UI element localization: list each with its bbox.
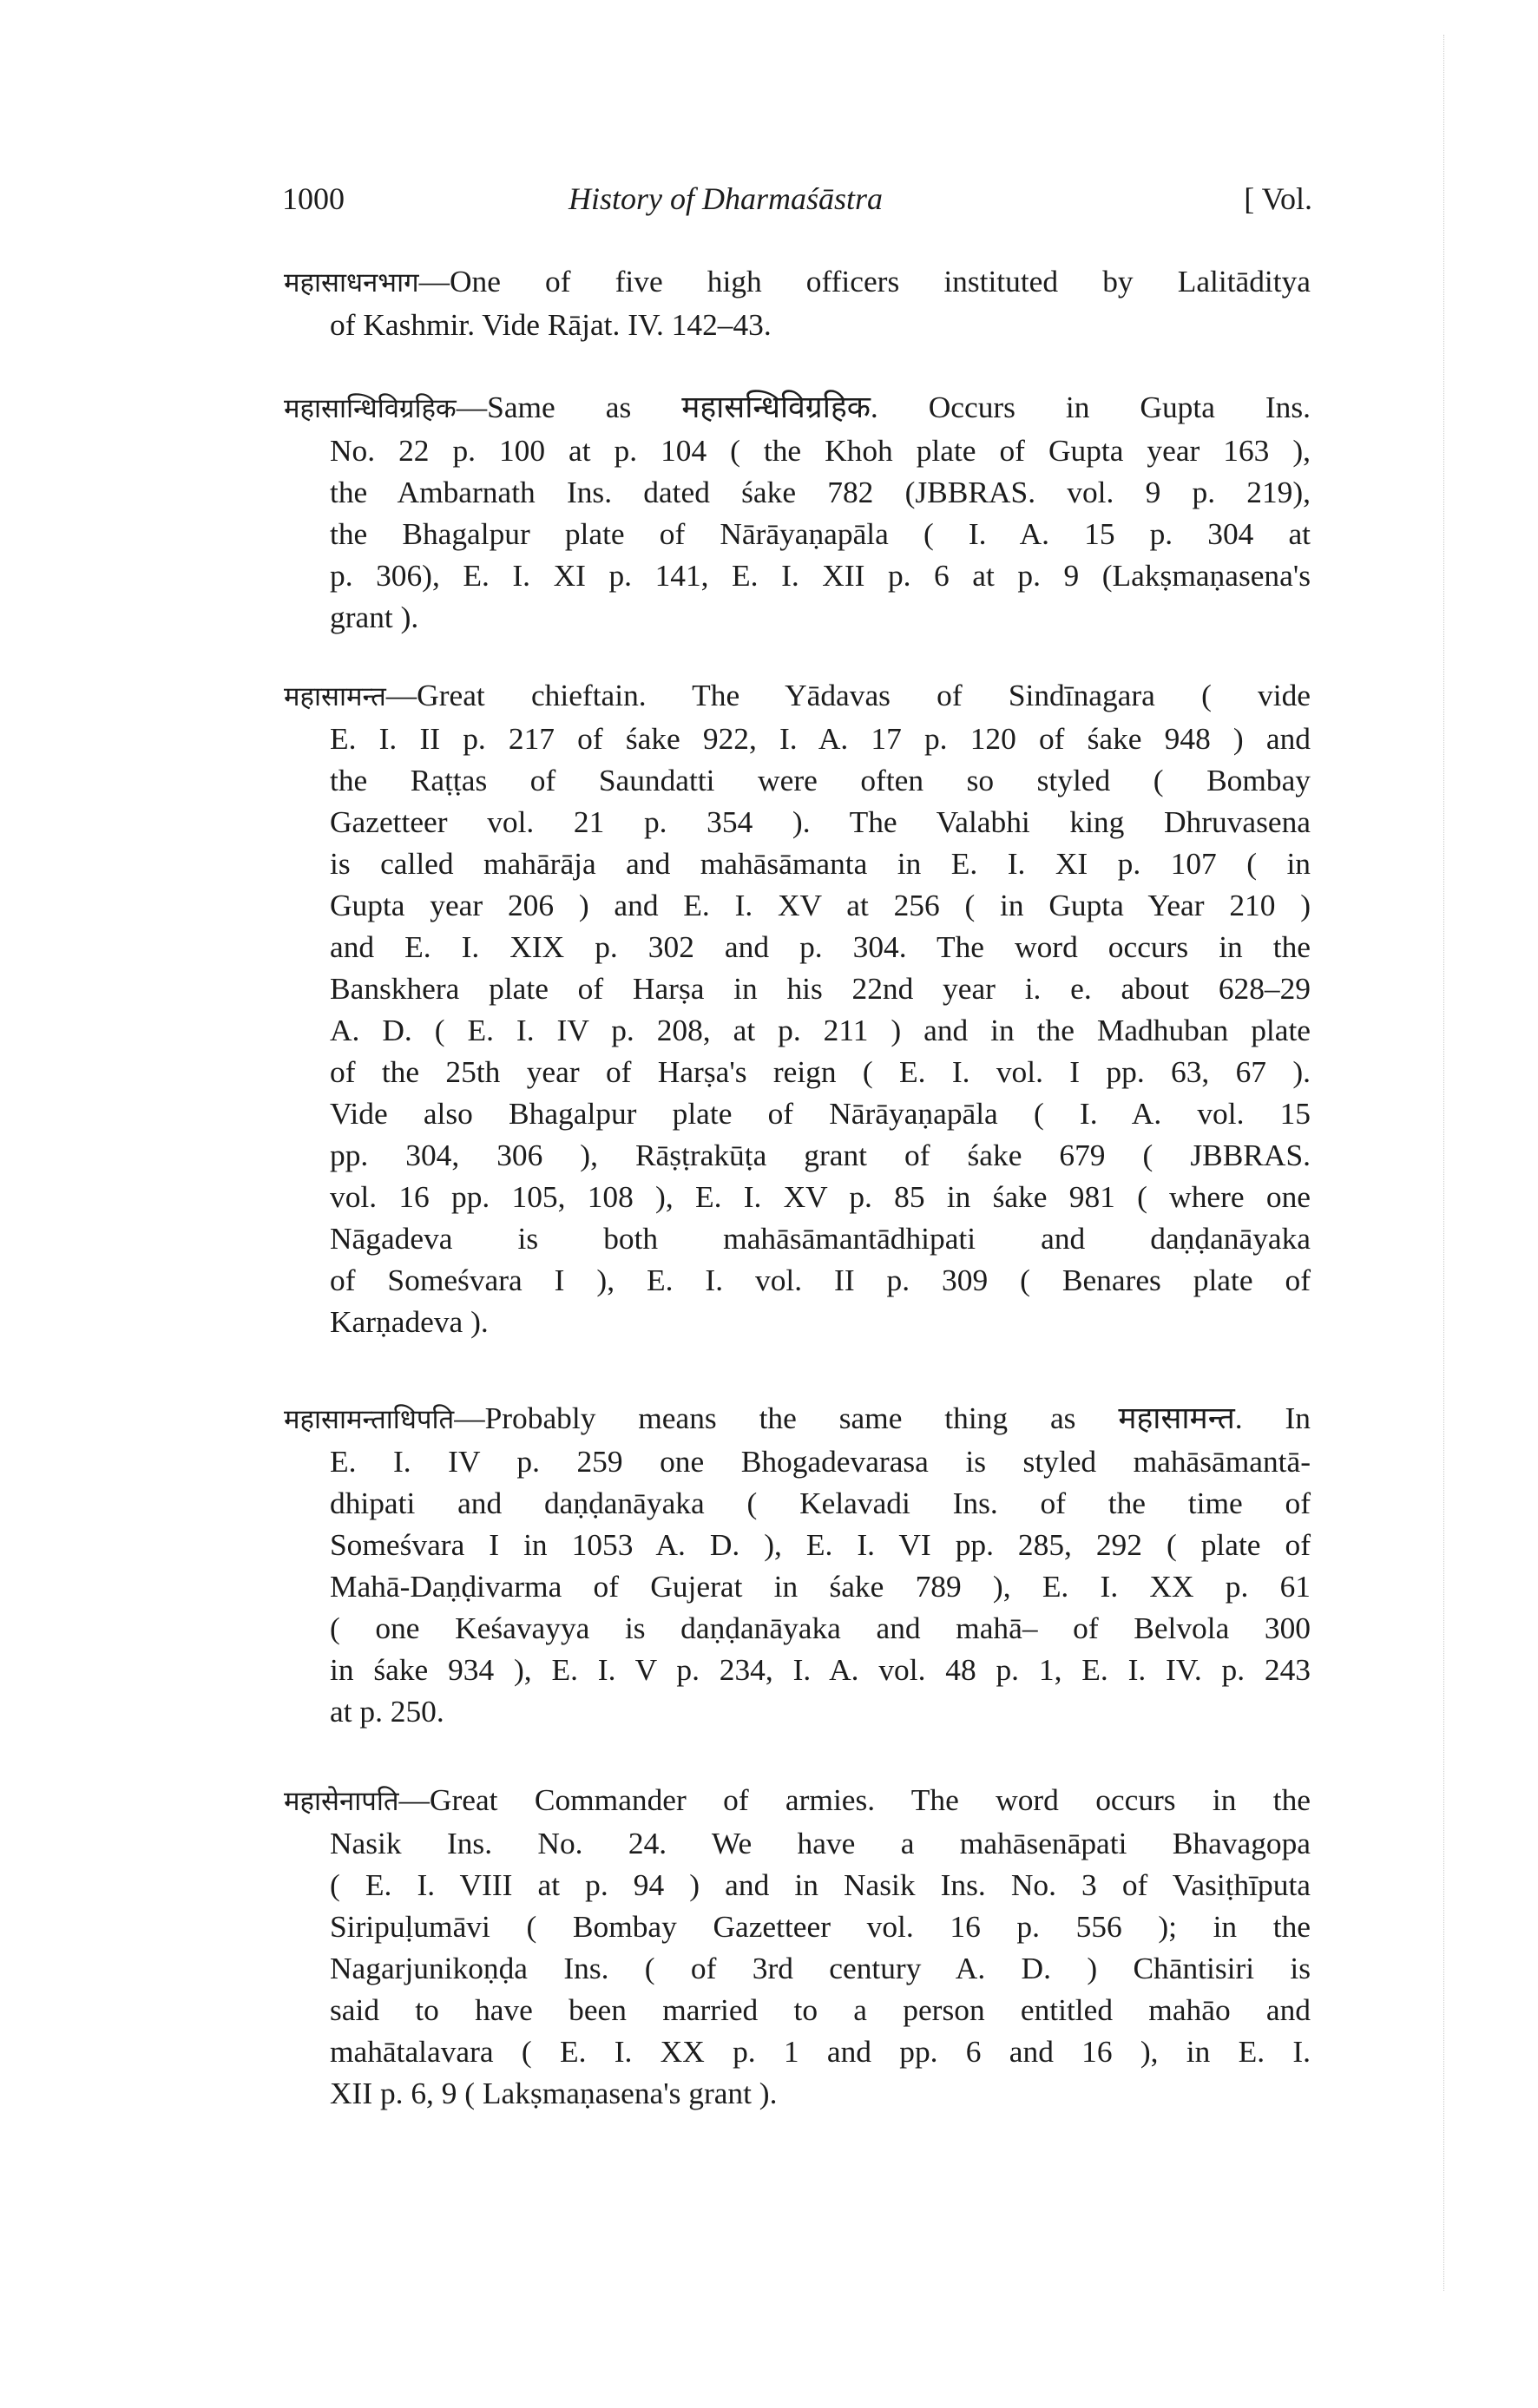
entry-line: Gazetteer vol. 21 p. 354 ). The Valabhi king Dhruvasena bbox=[330, 804, 1311, 839]
entry-line: pp. 304, 306 ), Rāṣṭrakūṭa grant of śake 679 ( JBBRAS. bbox=[330, 1138, 1311, 1172]
entry-line: महासेनापति—Great Commander of armies. The word occurs in the bbox=[284, 1782, 1311, 1817]
entry-line: E. I. IV p. 259 one Bhogadevarasa is styled mahāsāmantā- bbox=[330, 1444, 1311, 1479]
entry-headword: महासान्धिविग्रहिक bbox=[284, 393, 457, 424]
entry-line: महासामन्ताधिपति—Probably means the same thing as महासामन्त. In bbox=[284, 1401, 1311, 1435]
entry-headword: महासामन्त bbox=[284, 681, 386, 712]
entry-line: महासान्धिविग्रहिक—Same as महासन्धिविग्रहिक. Occurs in Gupta Ins. bbox=[284, 390, 1311, 424]
page-number: 1000 bbox=[282, 181, 345, 216]
entry-line: mahātalavara ( E. I. XX p. 1 and pp. 6 and 16 ), in E. I. bbox=[330, 2034, 1311, 2069]
entry-line: and E. I. XIX p. 302 and p. 304. The word occurs in the bbox=[330, 929, 1311, 964]
entry-line: Nasik Ins. No. 24. We have a mahāsenāpati Bhavagopa bbox=[330, 1826, 1311, 1860]
entry-line: Nagarjunikoṇḍa Ins. ( of 3rd century A. D. ) Chāntisiri is bbox=[330, 1951, 1311, 1985]
entry-line: is called mahārāja and mahāsāmanta in E. I. XI p. 107 ( in bbox=[330, 846, 1311, 881]
entry-line: the Raṭṭas of Saundatti were often so styled ( Bombay bbox=[330, 763, 1311, 797]
entry-line: of Kashmir. Vide Rājat. IV. 142–43. bbox=[330, 307, 772, 342]
volume-label: [ Vol. bbox=[1244, 181, 1312, 216]
entry-line: grant ). bbox=[330, 600, 419, 634]
entry-line: A. D. ( E. I. IV p. 208, at p. 211 ) and in the Madhuban plate bbox=[330, 1013, 1311, 1047]
entry-line: ( one Keśavayya is daṇḍanāyaka and mahā– of Belvola 300 bbox=[330, 1611, 1311, 1645]
entry-line: महासाधनभाग—One of five high officers instituted by Lalitāditya bbox=[284, 264, 1311, 299]
entry-line: Karṇadeva ). bbox=[330, 1304, 489, 1339]
page-edge-line bbox=[1443, 35, 1445, 2291]
entry-line: E. I. II p. 217 of śake 922, I. A. 17 p. 120 of śake 948 ) and bbox=[330, 721, 1311, 756]
entry-line: No. 22 p. 100 at p. 104 ( the Khoh plate of Gupta year 163 ), bbox=[330, 433, 1311, 468]
glossary-entry bbox=[284, 674, 1311, 1342]
glossary-entry bbox=[284, 260, 1311, 345]
entry-headword: महासाधनभाग bbox=[284, 267, 419, 299]
entry-line: Nāgadeva is both mahāsāmantādhipati and daṇḍanāyaka bbox=[330, 1221, 1311, 1256]
entry-line: महासामन्त—Great chieftain. The Yādavas of Sindīnagara ( vide bbox=[284, 678, 1311, 712]
entry-line: Someśvara I in 1053 A. D. ), E. I. VI pp. 285, 292 ( plate of bbox=[330, 1527, 1311, 1562]
entry-line: in śake 934 ), E. I. V p. 234, I. A. vol. 48 p. 1, E. I. IV. p. 243 bbox=[330, 1652, 1311, 1687]
entry-line: Banskhera plate of Harṣa in his 22nd year i. e. about 628–29 bbox=[330, 971, 1311, 1006]
entry-line: dhipati and daṇḍanāyaka ( Kelavadi Ins. of the time of bbox=[330, 1486, 1311, 1520]
entry-line: vol. 16 pp. 105, 108 ), E. I. XV p. 85 in śake 981 ( where one bbox=[330, 1179, 1311, 1214]
entry-line: Siripuḷumāvi ( Bombay Gazetteer vol. 16 p. 556 ); in the bbox=[330, 1909, 1311, 1944]
entry-line: of the 25th year of Harṣa's reign ( E. I. vol. I pp. 63, 67 ). bbox=[330, 1054, 1311, 1089]
page-header bbox=[282, 180, 1312, 224]
entry-line: Mahā-Daṇḍivarma of Gujerat in śake 789 ), E. I. XX p. 61 bbox=[330, 1569, 1311, 1604]
entry-line: ( E. I. VIII at p. 94 ) and in Nasik Ins. No. 3 of Vasiṭhīputa bbox=[330, 1867, 1311, 1902]
entry-line: Gupta year 206 ) and E. I. XV at 256 ( in Gupta Year 210 ) bbox=[330, 888, 1311, 922]
glossary-entry bbox=[284, 1779, 1311, 2114]
entry-line: at p. 250. bbox=[330, 1694, 444, 1729]
glossary-entry bbox=[284, 1397, 1311, 1732]
entry-line: XII p. 6, 9 ( Lakṣmaṇasena's grant ). bbox=[330, 2076, 778, 2110]
entry-line: said to have been married to a person entitled mahāo and bbox=[330, 1992, 1311, 2027]
entry-line: p. 306), E. I. XI p. 141, E. I. XII p. 6 at p. 9 (Lakṣmaṇasena's bbox=[330, 558, 1311, 593]
entry-line: the Bhagalpur plate of Nārāyaṇapāla ( I. A. 15 p. 304 at bbox=[330, 516, 1311, 551]
entry-line: of Someśvara I ), E. I. vol. II p. 309 ( Benares plate of bbox=[330, 1263, 1311, 1297]
entry-line: the Ambarnath Ins. dated śake 782 (JBBRAS. vol. 9 p. 219), bbox=[330, 475, 1311, 509]
entry-line: Vide also Bhagalpur plate of Nārāyaṇapāla ( I. A. vol. 15 bbox=[330, 1096, 1311, 1131]
entry-headword: महासामन्ताधिपति bbox=[284, 1404, 455, 1435]
entry-headword: महासेनापति bbox=[284, 1786, 399, 1817]
running-title: History of Dharmaśāstra bbox=[569, 181, 884, 216]
glossary-entry bbox=[284, 386, 1311, 638]
